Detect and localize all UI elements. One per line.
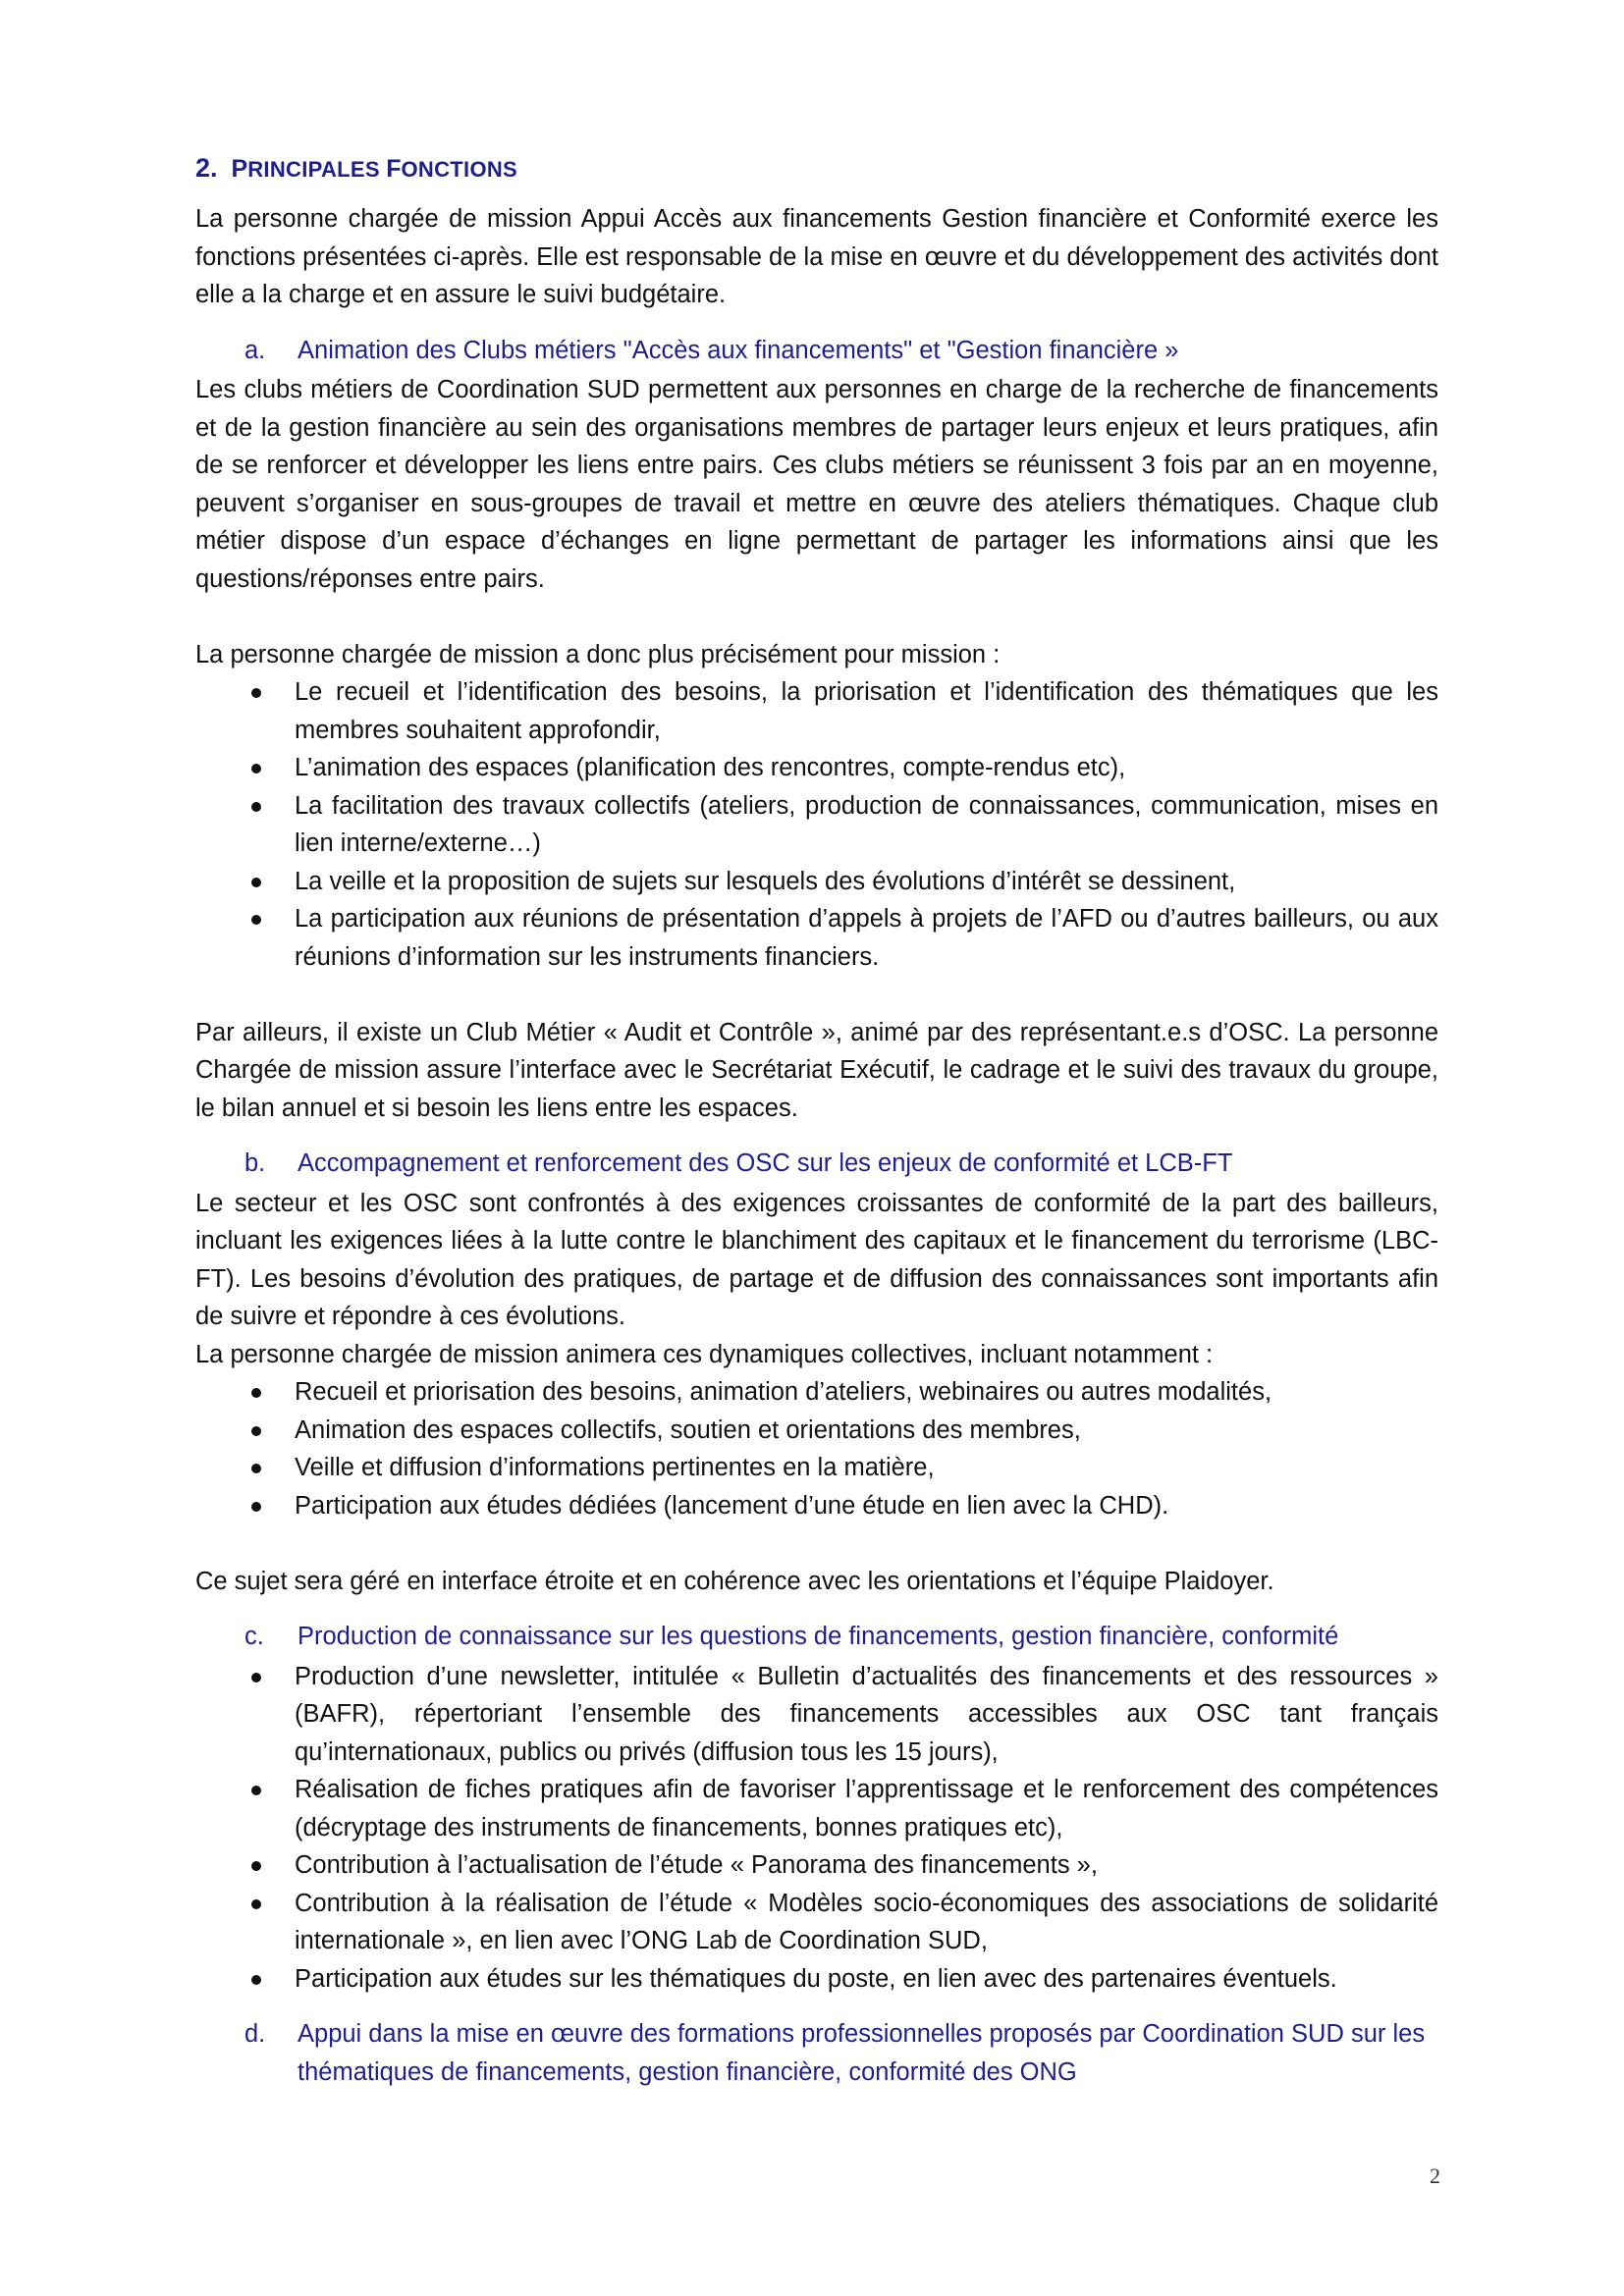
bullet-list-c — [195, 1658, 1438, 1999]
list-item — [195, 1449, 1438, 1487]
list-item — [195, 1658, 1438, 1772]
bullet-icon — [251, 1975, 261, 1985]
bullet-icon — [251, 1673, 261, 1682]
section-title-part1: RINCIPALES — [247, 157, 387, 182]
bullet-icon — [251, 1388, 261, 1398]
list-item-text: Participation aux études sur les thématiques du poste, en lien avec des partenaires éventuels. — [295, 1964, 1337, 1993]
list-item — [195, 1487, 1438, 1525]
bullet-icon — [251, 878, 261, 887]
bullet-list-a — [195, 673, 1438, 976]
subsection-heading-a — [195, 332, 1438, 370]
bullet-icon — [251, 802, 261, 812]
list-item-text: Veille et diffusion d’informations pertinentes en la matière, — [295, 1454, 935, 1481]
spacer — [195, 598, 1438, 636]
list-item — [195, 673, 1438, 749]
section-title-cap2: F — [386, 155, 402, 183]
paragraph: Ce sujet sera géré en interface étroite et en cohérence avec les orientations et l’équipe Plaidoyer. — [195, 1567, 1274, 1595]
list-item — [195, 1846, 1438, 1885]
spacer — [195, 1524, 1438, 1563]
bullet-icon — [251, 1786, 261, 1795]
section-heading — [195, 149, 1438, 188]
section-title-cap1: P — [231, 155, 248, 183]
list-item — [195, 749, 1438, 787]
list-item — [195, 900, 1438, 976]
list-item-text: Contribution à la réalisation de l’étude « Modèles socio-économiques des associations de solidarité internationale », en lien avec l’ONG Lab de Coordination SUD, — [295, 1889, 1438, 1954]
list-item — [195, 1771, 1438, 1846]
subsection-heading-b — [195, 1145, 1438, 1183]
bullet-icon — [251, 1426, 261, 1436]
subsection-letter: c. — [244, 1623, 264, 1650]
list-item-text: La veille et la proposition de sujets sur lesquels des évolutions d’intérêt se dessinent, — [295, 867, 1236, 895]
list-item — [195, 1373, 1438, 1412]
subsection-letter: a. — [244, 336, 266, 364]
bullet-icon — [251, 1899, 261, 1909]
list-item — [195, 1412, 1438, 1450]
list-item-text: Le recueil et l’identification des besoins, la priorisation et l’identification des thématiques que les membres souhaitent approfondir, — [295, 678, 1438, 744]
list-item-text: Participation aux études dédiées (lancement d’une étude en lien avec la CHD). — [295, 1491, 1169, 1520]
subsection-title: Appui dans la mise en œuvre des formations professionnelles proposés par Coordination SUD sur les thématiques de financements, gestion financière, conformité des ONG — [298, 2020, 1426, 2086]
bullet-icon — [251, 688, 261, 698]
list-item — [195, 1885, 1438, 1960]
list-item-text: Animation des espaces collectifs, soutien et orientations des membres, — [295, 1415, 1081, 1444]
list-item-text: La participation aux réunions de présentation d’appels à projets de l’AFD ou d’autres bailleurs, ou aux réunions d’information sur les instruments financiers. — [295, 905, 1438, 971]
paragraph: Par ailleurs, il existe un Club Métier « Audit et Contrôle », animé par des représentant.e.s d’OSC. La personne Chargée de mission assure l’interface avec le Secrétariat Exécutif, le cadrage et le suivi des travaux du groupe, le bilan annuel et si besoin les liens entre les espaces. — [195, 1018, 1438, 1122]
paragraph: La personne chargée de mission animera ces dynamiques collectives, incluant notamment : — [195, 1340, 1214, 1368]
section-title-part2: ONCTIONS — [401, 157, 518, 182]
list-item-text: Production d’une newsletter, intitulée « Bulletin d’actualités des financements et des ressources » (BAFR), répertoriant l’ensemble des financements accessibles aux OSC tant français qu’internationaux, publics ou privés (diffusion tous les 15 jours), — [295, 1662, 1438, 1766]
page-content — [195, 149, 1438, 2093]
list-item — [195, 787, 1438, 863]
list-item-text: L’animation des espaces (planification des rencontres, compte-rendus etc), — [295, 754, 1126, 781]
list-item-text: Recueil et priorisation des besoins, animation d’ateliers, webinaires ou autres modalités, — [295, 1378, 1272, 1406]
list-item-text: La facilitation des travaux collectifs (ateliers, production de connaissances, communication, mises en lien interne/externe…) — [295, 791, 1438, 857]
bullet-list-b — [195, 1373, 1438, 1524]
paragraph: Le secteur et les OSC sont confrontés à des exigences croissantes de conformité de la part des bailleurs, incluant les exigences liées à la lutte contre le blanchiment des capitaux et le financement du terrorisme (LBC-FT). Les besoins d’évolution des pratiques, de partage et de diffusion des connaissances sont importants afin de suivre et répondre à ces évolutions. — [195, 1189, 1438, 1330]
list-item — [195, 863, 1438, 901]
list-item-text: Contribution à l’actualisation de l’étude « Panorama des financements », — [295, 1851, 1098, 1879]
page-number: 2 — [1430, 2163, 1440, 2188]
bullet-icon — [251, 1464, 261, 1473]
subsection-letter: b. — [244, 1149, 266, 1177]
bullet-icon — [251, 915, 261, 925]
list-item-text: Réalisation de fiches pratiques afin de favoriser l’apprentissage et le renforcement des compétences (décryptage des instruments de financements, bonnes pratiques etc), — [295, 1776, 1438, 1842]
bullet-icon — [251, 1861, 261, 1871]
paragraph: Les clubs métiers de Coordination SUD permettent aux personnes en charge de la recherche de financements et de la gestion financière au sein des organisations membres de partager leurs enjeux et leurs pratiques, afin de se renforcer et développer les liens entre pairs. Ces clubs métiers se réunissent 3 fois par an en moyenne, peuvent s’organiser en sous-groupes de travail et mettre en œuvre des ateliers thématiques. Chaque club métier dispose d’un espace d’échanges en ligne permettant de partager les informations ainsi que les questions/réponses entre pairs. — [195, 376, 1438, 593]
bullet-icon — [251, 1502, 261, 1512]
spacer — [195, 976, 1438, 1014]
section-number: 2. — [195, 153, 218, 183]
list-item — [195, 1960, 1438, 1999]
paragraph: La personne chargée de mission a donc plus précisément pour mission : — [195, 640, 1001, 668]
subsection-title: Production de connaissance sur les questions de financements, gestion financière, conformité — [298, 1623, 1339, 1650]
subsection-heading-c — [195, 1618, 1438, 1656]
subsection-title: Animation des Clubs métiers "Accès aux financements" et "Gestion financière » — [298, 336, 1179, 364]
intro-paragraph: La personne chargée de mission Appui Accès aux financements Gestion financière et Conformité exerce les fonctions présentées ci-après. Elle est responsable de la mise en œuvre et du développement des activités dont elle a la charge et en assure le suivi budgétaire. — [195, 205, 1438, 308]
subsection-heading-d — [195, 2015, 1438, 2091]
bullet-icon — [251, 764, 261, 774]
subsection-letter: d. — [244, 2020, 266, 2048]
subsection-title: Accompagnement et renforcement des OSC sur les enjeux de conformité et LCB-FT — [298, 1149, 1233, 1177]
